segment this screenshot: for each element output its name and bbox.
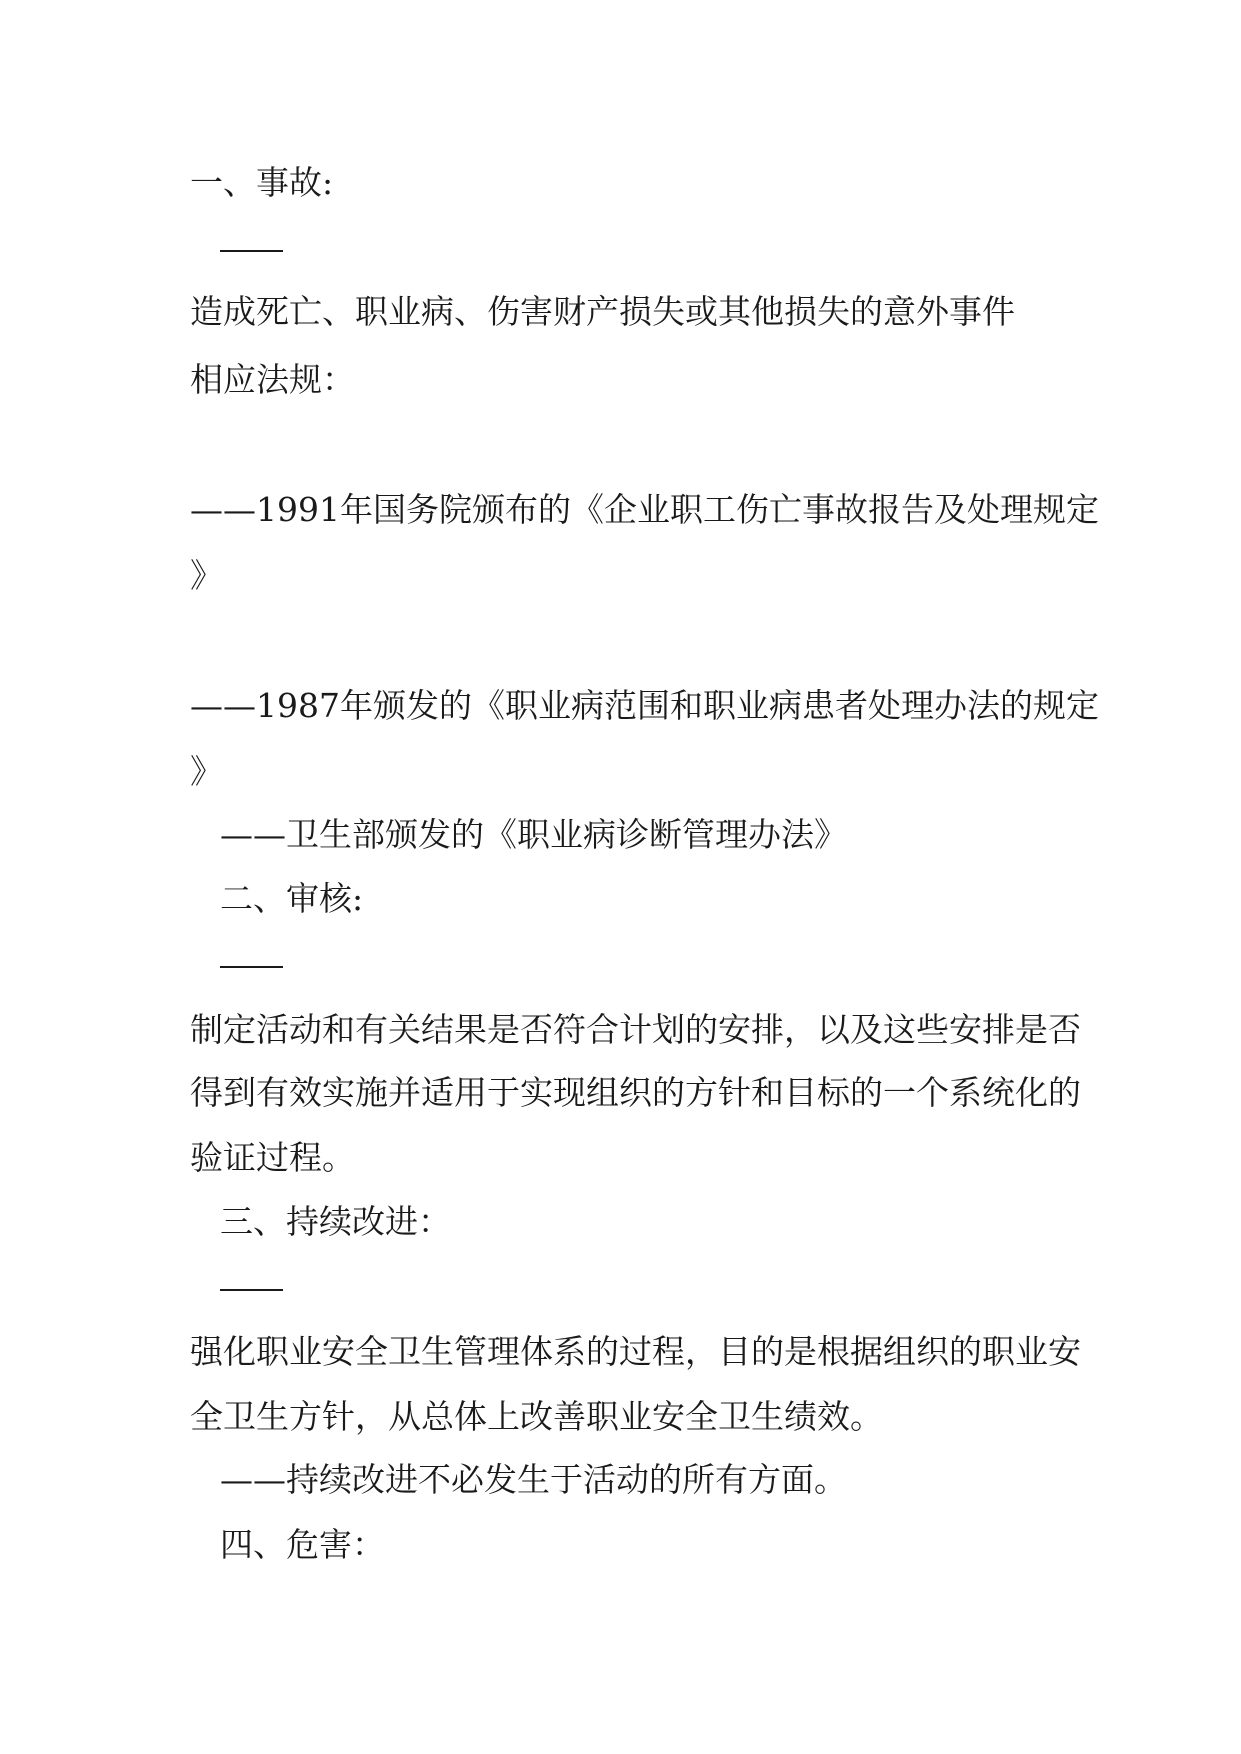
regulation-2-line-2: 》: [190, 752, 223, 791]
section-3-definition-line-1: 强化职业安全卫生管理体系的过程，目的是根据组织的职业安: [190, 1332, 1081, 1371]
section-2-definition-line-1: 制定活动和有关结果是否符合计划的安排，以及这些安排是否: [190, 1010, 1081, 1049]
section-3-dash: [220, 1289, 283, 1291]
section-3-definition-line-2: 全卫生方针，从总体上改善职业安全卫生绩效。: [190, 1397, 883, 1436]
regulation-2-line-1: ——1987年颁发的《职业病范围和职业病患者处理办法的规定: [190, 686, 1099, 725]
regulation-1-line-2: 》: [190, 556, 223, 595]
regulations-label: 相应法规：: [190, 360, 355, 399]
section-1-heading: 一、事故:: [190, 163, 334, 202]
section-2-definition-line-2: 得到有效实施并适用于实现组织的方针和目标的一个系统化的: [190, 1073, 1081, 1112]
section-3-note: ——持续改进不必发生于活动的所有方面。: [220, 1460, 847, 1499]
section-2-heading: 二、审核:: [220, 879, 364, 918]
section-1-definition: 造成死亡、职业病、伤害财产损失或其他损失的意外事件: [190, 292, 1015, 331]
section-2-definition-line-3: 验证过程。: [190, 1138, 355, 1177]
section-3-heading: 三、持续改进：: [220, 1202, 451, 1241]
section-4-heading: 四、危害：: [220, 1525, 385, 1564]
regulation-1-line-1: ——1991年国务院颁布的《企业职工伤亡事故报告及处理规定: [190, 490, 1099, 529]
section-1-dash: [220, 250, 283, 252]
section-2-dash: [220, 966, 283, 968]
regulation-3: ——卫生部颁发的《职业病诊断管理办法》: [220, 815, 847, 854]
